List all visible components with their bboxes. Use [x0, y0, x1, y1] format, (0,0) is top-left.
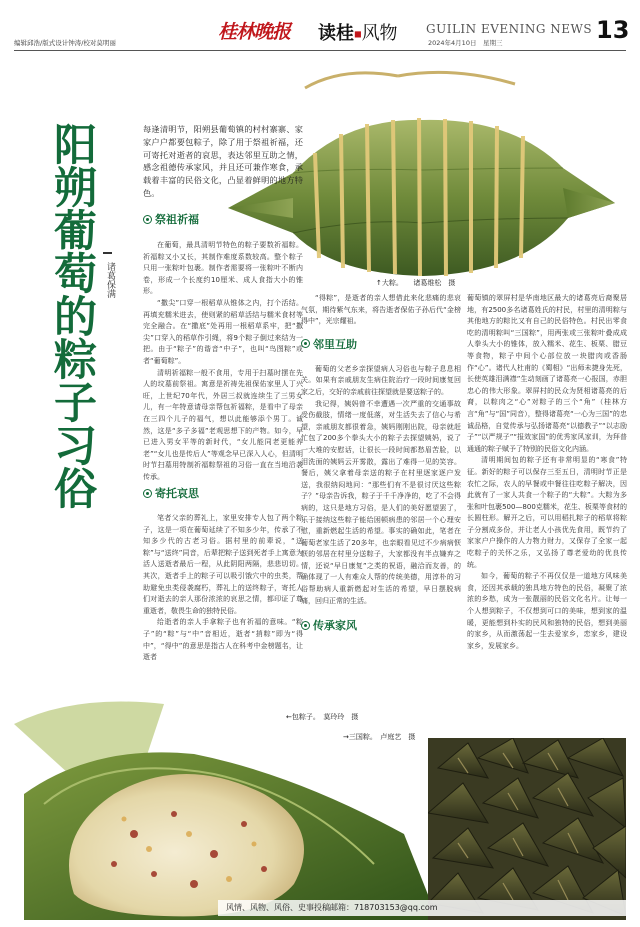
- page-number: 13: [596, 16, 630, 44]
- header-credit: 编辑邱浩/版式设计钟涛/校对莫明丽: [14, 39, 116, 47]
- article-lede: 每逢清明节，阳朔县葡萄镇的村村寨寨、家家户户都要包粽子，除了用于祭祖祈福，还可寄托对逝者的哀思，表达邻里互助之情，感念祖德传承家风，并且还可兼作寒食，承载着丰富的民俗文化，凸显着鲜明的地方特色。: [143, 124, 303, 198]
- paragraph: 给逝者的亲人手拿粽子也有祈福的意味。“粽子”的“粽”与“中”音相近，逝者“捎粽”即为“得中”，“得中”的意思是指古人在科考中金榜题名，让逝者: [143, 618, 303, 662]
- sanguo-zongzi-photo: [428, 738, 626, 920]
- paragraph: 葡萄的父老乡亲探望病人习俗也与粽子息息相关。如果有亲戚朋友生病住院治疗一段时间康复回家之后，交好的亲戚前往探望就是要送粽子的。: [301, 364, 461, 396]
- paragraph: 葡萄镇的翠屏村是华南地区最大的诸葛亮后裔聚居地，有2500多名诸葛姓氏的村民，村里的清明粽与其他地方的粽比又有自己的民俗特色。村民出零食吃的清明粽叫“三国粽”，用两张或三张粽叶叠成成人拳头大小的锥体，放入糯米、花生、板栗、腊豆等食物，粽子中间个心部位放一块腊肉或香肠作“心”。诸代人杜甫的《蜀相》“出师未捷身先死，长使英雄泪满襟”生动刻画了诸葛亮一心报国，赤胆忠心的伟大形象。翠屏村的民众为贤相诸葛亮的后裔，以粽肉之“心”对粽子的三个“角”（桂林方言“角”与“国”同音），整得诸葛亮“一心为三国”的忠诚品格，自觉传承与弘扬诸葛亮“以德教子”“以志励子”“以严规子”“报效家国”的优秀家风家训，为拜普通通的粽子赋予了特别的民俗文化内涵。: [467, 294, 627, 453]
- dot-icon: ■: [354, 29, 362, 39]
- article-title: 阳朔葡萄的粽子习俗: [47, 122, 97, 509]
- section-sub-label: 风物: [361, 23, 398, 44]
- wrapping-zongzi-photo: [14, 684, 438, 920]
- section-ancestor-worship: [143, 211, 303, 483]
- section-heading-text: 邻里互助: [313, 337, 357, 351]
- spacer: [301, 328, 461, 336]
- paragraph: 笔者父亲的葬礼上，家里安排专人包了两个粽子，这是一项在葡萄延续了不知多少年，传承了不知多少代的古老习俗。据村里的前辈说，“送粽”与“送终”同音，后辈把粽子送到死者手上寓意为活人送逝者最后一程，从此阴阳两隔，悲悲切切。其次，逝者手上的粽子可以吸引饿穴中的虫类，帮助避免虫类侵袭腐朽，葬礼上的送终粽子，寄托人们对逝去的亲人那份浓浓的哀思之情，都印证了尊重逝者，敬畏生命的独特民俗。: [143, 514, 303, 615]
- spacer: [301, 352, 461, 364]
- section-heading-text: 祭祖祈福: [155, 213, 199, 226]
- circle-bullet-icon: [143, 215, 152, 224]
- header-divider: [14, 50, 626, 51]
- spacer: [301, 607, 461, 617]
- photo-caption-big-zongzi: ↑大粽。 诸葛维松 摄: [376, 279, 456, 287]
- issue-date: 2024年4月10日 星期三: [428, 39, 503, 47]
- photo-caption-sanguo: →三国粽。 卢庭艺 摄: [343, 733, 416, 741]
- section-heading: [143, 211, 303, 227]
- section-heading: [301, 617, 461, 633]
- section-family-tradition: [467, 293, 627, 652]
- section-name: [318, 19, 398, 45]
- photo-caption-wrapping: ←包粽子。 莫玲玲 摄: [286, 713, 359, 721]
- spacer: [143, 501, 303, 513]
- section-mourning: [143, 485, 303, 664]
- paragraph: 如今，葡萄的粽子不再仅仅是一道地方风味美食，还因其承载的独具地方特色的民俗，凝聚了浓浓的乡愁，成为一张靓丽的民俗文化名片。让每一个人想到粽子，不仅想到可口的美味，想到家的温暖，更能想到朴实的民风和独特的民俗，想到美丽的家乡，从而激荡起一生去爱家乡，恋家乡，建设家乡，发展家乡。: [467, 572, 627, 650]
- paragraph: 我记得，姨妈曾不幸遭遇一次严重的交通事故受伤截肢，情绪一度低落，对生活失去了信心与希望，亲戚朋友都很着急，姨妈刚刚出院，母亲就赶忙包了200多个拳头大小的粽子去探望姨妈，说了一大堆的安慰话，让很长一段时间都愁眉苦脸，以泪洗面的姨妈云开雾散，露出了难得一见的笑容。餐后，姨父拿着母亲送的粽子在村里逐家逐户发送，我很纳闷地问：“那些们有不是很讨厌这些粽子？”母亲告诉我，粽子于千千净净的，吃了不会得病的，这只是地方习俗，是人们的美好愿望罢了，乐于接纳这些粽子能给困顿病患的邻居一个心理安慰，重新燃起生活的希望。事实的确如此，笔者在葡萄老家生活了20多年，也亲眼看见过不少病病恹恹的邻居在村里分送粽子，大家都没有半点嫌弃之情，还说“早日康复”之类的祝语，融洽而友善，的确体现了一人有难众人帮的传统美德，用淳朴的习俗帮助病人重新燃起对生活的希望，早日摆脱病痛，回归正常的生活。: [301, 399, 461, 605]
- section-heading-text: 传承家风: [313, 619, 357, 633]
- submission-email-line: 风情、风物、风俗、史事投稿邮箱：718703153@qq.com: [226, 903, 438, 912]
- spacer: [143, 227, 303, 240]
- paragraph: 清明祈福粽一般不食用，专用于扫墓时摆在先人的坟墓前祭祖。寓意是祈祷先祖保佑家里人丁兴旺，上世纪70年代，外居三叔就连续生了三男女儿，有一年特意请母亲帮包祈福粽，是看中了母亲在三四个儿子的福气，想以此能够添个男丁。诚然，这是“多子多福”老观思想下的产物。如今，早已进入男女平等的新时代，“女儿能同老更能养老”“女儿也是传后人”等观念早已深入人心，但清明时节扫墓用特制祈福粽祭祖的习俗一直在当地沿袭传承。: [143, 368, 303, 481]
- paragraph: 清明期间包的粽子还有非常明显的“寒食”特征。新好的粽子可以保存三至五日，清明时节正是农忙之际，农人的早餐或中餐往往吃粽子解决，因此就有了一家人共食一个粽子的“大粽”。大粽为多张和叶包裹500—800克糯米，花生、板栗等食材的长圆柱形。解开之后，可以用稻扎粽子的稻草将粽子分割成多份，并让老人小孩优先食用，既节约了家家户户操作的人力物力财力，又保存了全家一起吃粽子的关怀之乐，又弘扬了尊老爱幼的优良传统。: [467, 456, 627, 569]
- byline-marker: [103, 252, 112, 254]
- section-heading: [143, 485, 303, 501]
- paragraph: “得粽”，是逝者的亲人想借此来化悲痛的悲哀气氛，期待紫气东来，将告逝者保佑子孙后代“金榜得中”，光宗耀祖。: [301, 294, 461, 326]
- section-neighbor-help: [301, 293, 461, 633]
- english-name: GUILIN EVENING NEWS: [426, 22, 593, 36]
- circle-bullet-icon: [143, 489, 152, 498]
- section-label: 读桂: [318, 23, 354, 44]
- section-heading-text: 寄托哀思: [155, 487, 199, 500]
- circle-bullet-icon: [301, 339, 310, 348]
- paragraph: “撒尖”口穿一根稻草从锥体之内，打个活结。再填充糯米进去，使则紧的稻草活结与糯米食材等完全融合。在“撒底”处再用一根稻草系牢，把“撒尖”口穿入的稻草作引绳，将9个粽子倒过来结为一把。由于“粽子”的谐音“中子”，也叫“鸟图粽”或者“葡萄粽”。: [143, 298, 303, 365]
- newspaper-brand: 桂林晚报: [218, 21, 291, 43]
- byline: 诸葛保满: [105, 262, 115, 298]
- section-heading: [301, 336, 461, 352]
- paragraph: 在葡萄，最具清明节特色的粽子要数祈福粽。祈福粽又小又长，其制作难度系数较高。整个粽子只用一张粽叶包裹。制作者需要将一张粽叶不断内卷，形成一个长度约10厘米、成人食指大小的锥形。: [143, 241, 303, 296]
- circle-bullet-icon: [301, 621, 310, 630]
